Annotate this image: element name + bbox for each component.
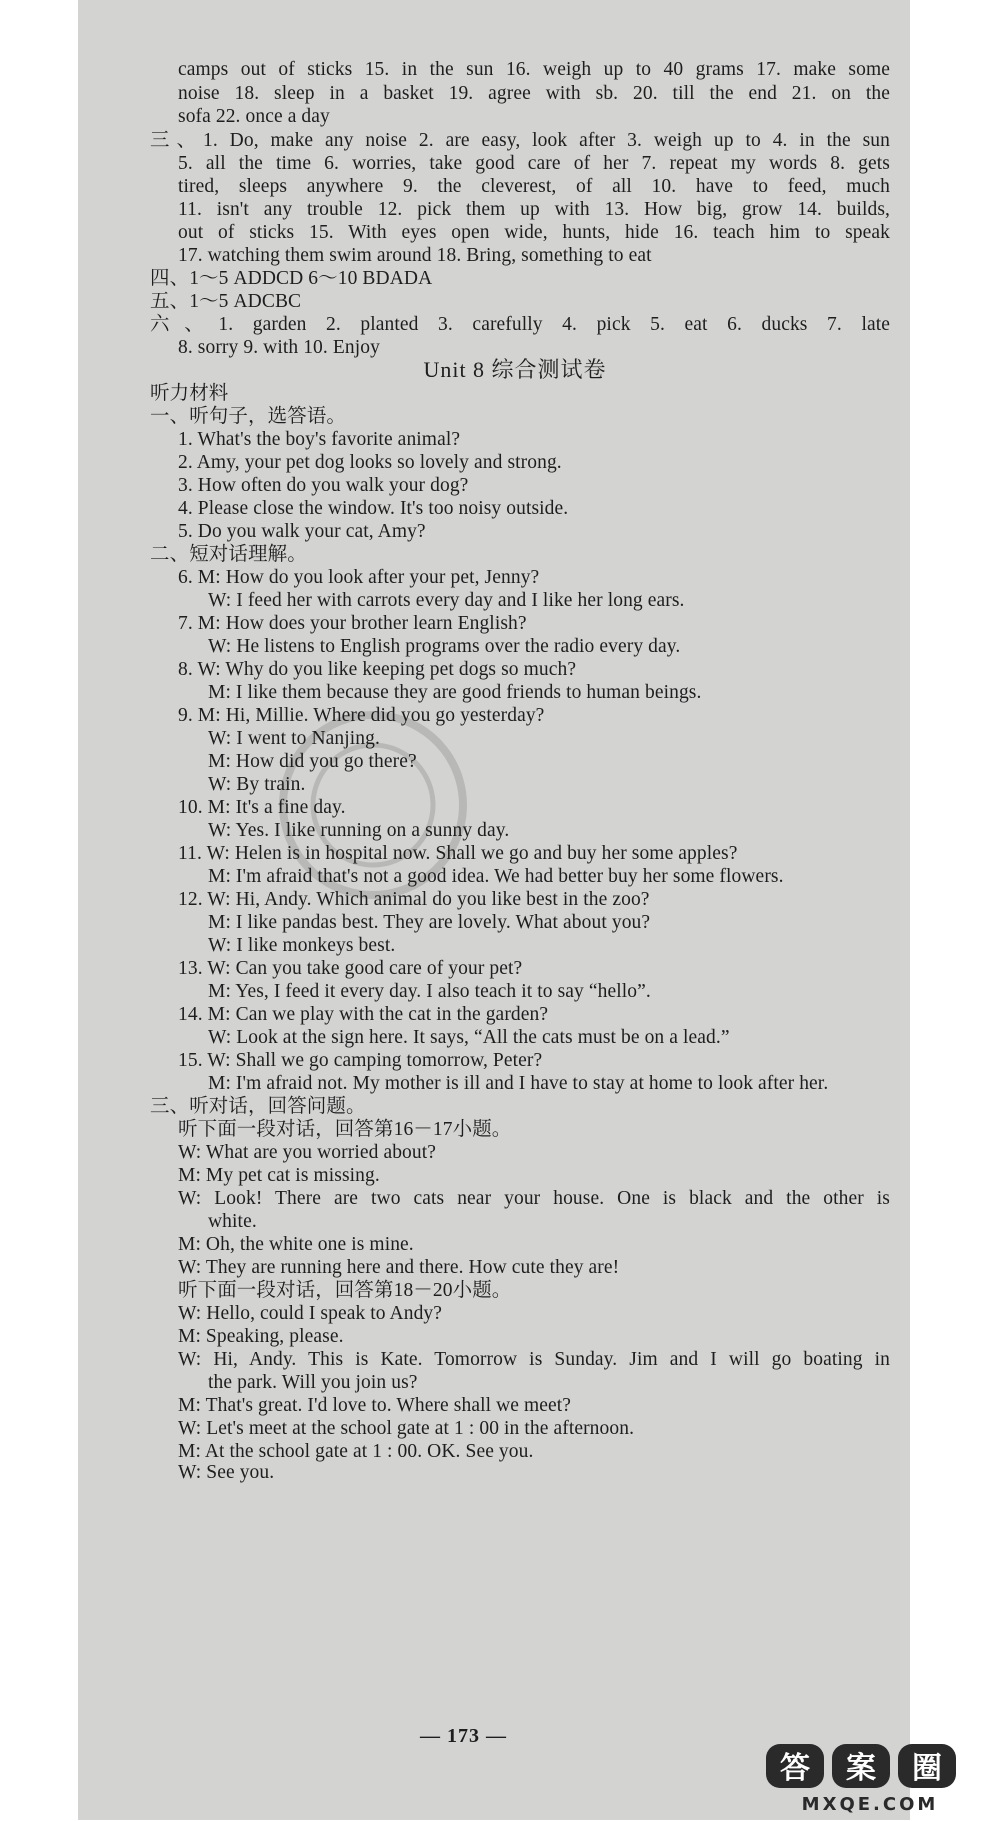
text-line: 3. How often do you walk your dog? bbox=[178, 475, 469, 496]
text-line: W: Let's meet at the school gate at 1 : 00 in the afternoon. bbox=[178, 1418, 635, 1439]
text-line: 5. Do you walk your cat, Amy? bbox=[178, 521, 426, 542]
text-line: W: Hello, could I speak to Andy? bbox=[178, 1303, 443, 1324]
text-line: 6. M: How do you look after your pet, Jenny? bbox=[178, 567, 540, 588]
text-line: 4. Please close the window. It's too noisy outside. bbox=[178, 498, 569, 519]
text-line: W: I like monkeys best. bbox=[208, 935, 396, 956]
page-margin-right bbox=[910, 0, 1000, 1820]
text-line: M: That's great. I'd love to. Where shall we meet? bbox=[178, 1395, 572, 1416]
text-line: 一、听句子，选答语。 bbox=[150, 406, 347, 427]
text-line: 听下面一段对话，回答第18－20小题。 bbox=[178, 1280, 512, 1301]
text-line: W: He listens to English programs over the radio every day. bbox=[208, 636, 681, 657]
text-line: M: At the school gate at 1 : 00. OK. See you. bbox=[178, 1441, 534, 1462]
text-line: 8. sorry 9. with 10. Enjoy bbox=[178, 337, 380, 358]
text-line: out of sticks 15. With eyes open wide, hunts, hide 16. teach him to speak bbox=[178, 222, 890, 243]
text-line: M: I like pandas best. They are lovely. What about you? bbox=[208, 912, 651, 933]
text-line: M: I like them because they are good friends to human beings. bbox=[208, 682, 702, 703]
text-line: W: See you. bbox=[178, 1462, 275, 1483]
text-line: 六、1. garden 2. planted 3. carefully 4. pick 5. eat 6. ducks 7. late bbox=[150, 314, 890, 335]
text-line: 1. What's the boy's favorite animal? bbox=[178, 429, 461, 450]
text-line: W: They are running here and there. How cute they are! bbox=[178, 1257, 620, 1278]
text-line: 五、1～5 ADCBC bbox=[150, 291, 302, 312]
text-line: W: Hi, Andy. This is Kate. Tomorrow is Sunday. Jim and I will go boating in bbox=[178, 1349, 890, 1370]
text-line: M: Yes, I feed it every day. I also teach it to say “hello”. bbox=[208, 981, 651, 1002]
text-line: 四、1～5 ADDCD 6～10 BDADA bbox=[150, 268, 433, 289]
text-line: white. bbox=[208, 1211, 257, 1232]
page-number: — 173 — bbox=[420, 1725, 507, 1747]
text-line: noise 18. sleep in a basket 19. agree with sb. 20. till the end 21. on the bbox=[178, 83, 890, 104]
text-line: W: Look at the sign here. It says, “All the cats must be on a lead.” bbox=[208, 1027, 730, 1048]
text-line: M: How did you go there? bbox=[208, 751, 417, 772]
text-line: tired, sleeps anywhere 9. the cleverest, of all 10. have to feed, much bbox=[178, 176, 890, 197]
text-line: W: Look! There are two cats near your house. One is black and the other is bbox=[178, 1188, 890, 1209]
text-line: camps out of sticks 15. in the sun 16. weigh up to 40 grams 17. make some bbox=[178, 59, 890, 80]
text-line: 9. M: Hi, Millie. Where did you go yesterday? bbox=[178, 705, 545, 726]
svg-text:案: 案 bbox=[846, 1751, 876, 1786]
svg-text:圈: 圈 bbox=[912, 1751, 942, 1786]
logo-icon bbox=[760, 1740, 990, 1816]
text-line: M: Speaking, please. bbox=[178, 1326, 344, 1347]
text-line: 听力材料 bbox=[150, 383, 229, 404]
text-line: 二、短对话理解。 bbox=[150, 544, 307, 565]
text-line: 15. W: Shall we go camping tomorrow, Peter? bbox=[178, 1050, 543, 1071]
text-line: W: Yes. I like running on a sunny day. bbox=[208, 820, 510, 841]
text-line: 10. M: It's a fine day. bbox=[178, 797, 346, 818]
text-line: 三、听对话，回答问题。 bbox=[150, 1096, 366, 1117]
page-margin-left bbox=[0, 0, 78, 1820]
text-line: 11. W: Helen is in hospital now. Shall we go and buy her some apples? bbox=[178, 843, 738, 864]
text-line: 17. watching them swim around 18. Bring, something to eat bbox=[178, 245, 652, 266]
text-line: W: I went to Nanjing. bbox=[208, 728, 380, 749]
text-line: 5. all the time 6. worries, take good care of her 7. repeat my words 8. gets bbox=[178, 153, 890, 174]
text-line: M: Oh, the white one is mine. bbox=[178, 1234, 414, 1255]
text-line: sofa 22. once a day bbox=[178, 106, 330, 127]
text-line: 14. M: Can we play with the cat in the garden? bbox=[178, 1004, 549, 1025]
text-line: 7. M: How does your brother learn English? bbox=[178, 613, 527, 634]
svg-text:MXQE.COM: MXQE.COM bbox=[801, 1794, 939, 1815]
text-line: M: I'm afraid not. My mother is ill and I have to stay at home to look after her. bbox=[208, 1073, 829, 1094]
text-line: 8. W: Why do you like keeping pet dogs so much? bbox=[178, 659, 577, 680]
text-line: 2. Amy, your pet dog looks so lovely and strong. bbox=[178, 452, 562, 473]
text-line: M: I'm afraid that's not a good idea. We had better buy her some flowers. bbox=[208, 866, 784, 887]
text-line: 听下面一段对话，回答第16－17小题。 bbox=[178, 1119, 512, 1140]
text-line: 13. W: Can you take good care of your pet? bbox=[178, 958, 523, 979]
site-logo bbox=[760, 1740, 990, 1816]
text-line: the park. Will you join us? bbox=[208, 1372, 418, 1393]
text-line: W: By train. bbox=[208, 774, 306, 795]
text-line: 11. isn't any trouble 12. pick them up with 13. How big, grow 14. builds, bbox=[178, 199, 890, 220]
text-line: 12. W: Hi, Andy. Which animal do you like best in the zoo? bbox=[178, 889, 650, 910]
svg-text:答: 答 bbox=[780, 1751, 810, 1786]
text-line: W: I feed her with carrots every day and I like her long ears. bbox=[208, 590, 685, 611]
unit-title: Unit 8 综合测试卷 bbox=[423, 357, 607, 382]
text-line: 三、1. Do, make any noise 2. are easy, look after 3. weigh up to 4. in the sun bbox=[150, 130, 890, 151]
text-line: M: My pet cat is missing. bbox=[178, 1165, 380, 1186]
text-line: W: What are you worried about? bbox=[178, 1142, 437, 1163]
